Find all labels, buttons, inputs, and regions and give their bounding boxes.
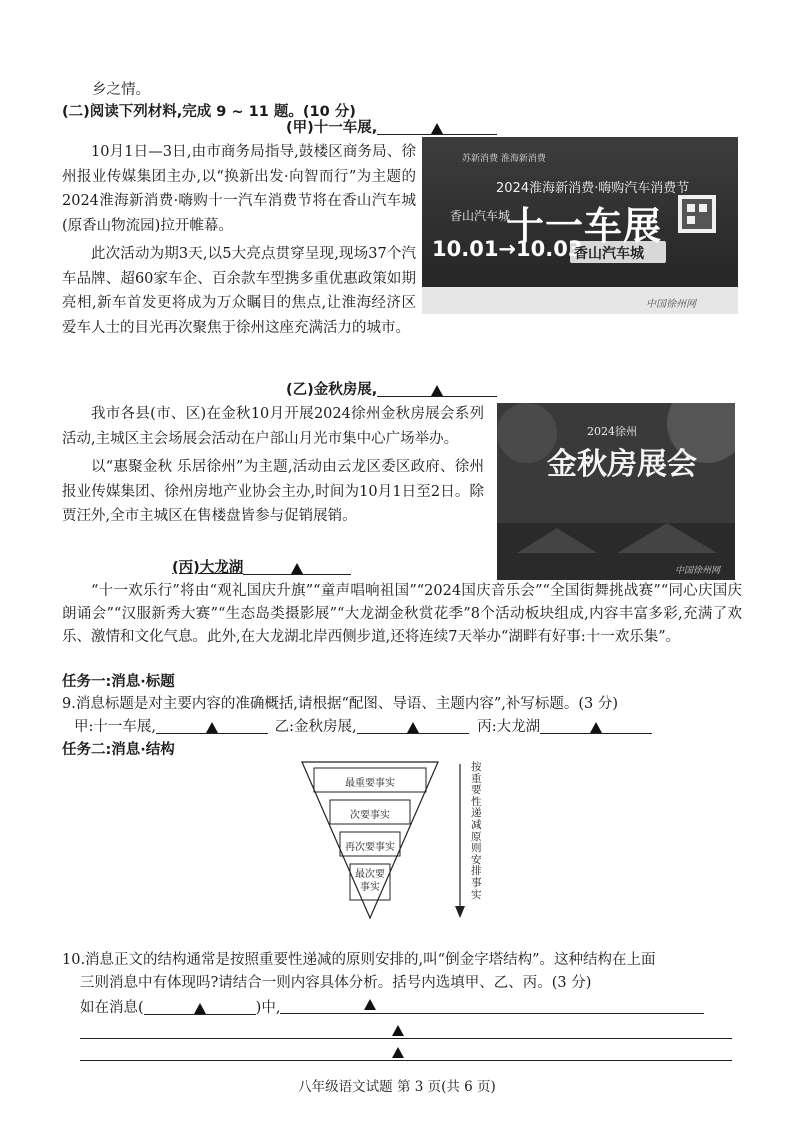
article-jia-p2: 此次活动为期3天,以5大亮点贯穿呈现,现场37个汽车品牌、超60家车企、百余款车型携多重优惠政策如期亮相,新车首发更将成为万众瞩目的焦点,让淮海经济区爱车人士的目光再次聚焦于徐州这座充满活力的城市。 [62,246,416,336]
q10-choice-blank[interactable] [144,998,256,1015]
article-jia-title: (甲)十一车展, [286,116,497,140]
answer-mark-icon [407,722,419,733]
pyramid-level-2: 次要事实 [350,810,390,821]
section-heading: (二)阅读下列材料,完成 9 ~ 11 题。(10 分) [62,104,356,120]
poster-brand: 香山汽车城 [450,209,511,223]
pyramid-level-3: 再次要事实 [345,842,395,853]
article-yi-p1: 我市各县(市、区)在金秋10月开展2024徐州金秋房展会系列活动,主城区主会场展会活动在户部山月光市集中心广场举办。 [62,406,484,447]
article-bing-blank[interactable] [243,558,351,575]
q9-bing-blank[interactable] [540,717,652,734]
article-jia-blank[interactable] [377,118,497,135]
answer-mark-icon [431,385,443,396]
question-9: 9.消息标题是对主要内容的准确概括,请根据“配图、导语、主题内容”,补写标题。(3 分) [62,696,619,712]
poster-main-title: 十一车展 [506,204,663,248]
q10-answer-blank-3[interactable] [80,1060,732,1061]
poster-venue: 香山汽车城 [574,246,644,262]
pyramid-level-1: 最重要事实 [345,778,395,789]
answer-mark-icon [291,563,303,574]
pyramid-level-4: 最次要事实 [355,869,385,893]
house-poster-small: 2024徐州 [587,425,637,438]
answer-mark-icon [364,999,376,1010]
answer-mark-icon [392,1025,404,1036]
article-yi-p2: 以“惠聚金秋 乐居徐州”为主题,活动由云龙区委区政府、徐州报业传媒集团、徐州房地产业协会主办,时间为10月1日至2日。除贾汪外,全市主城区在售楼盘皆参与促销展销。 [62,459,484,524]
answer-mark-icon [206,722,218,733]
q10-answer-line: 如在消息( )中, [80,996,704,1020]
article-yi-title: (乙)金秋房展, [286,378,497,402]
poster-watermark: 中国徐州网 [646,299,696,310]
q9-answers: 甲:十一车展, 乙:金秋房展, 丙:大龙湖 [74,715,652,739]
task1-heading: 任务一:消息·标题 [62,674,175,690]
poster-dates: 10.01→10.03 [432,237,583,261]
q10-answer-blank-2[interactable] [80,1038,732,1039]
article-yi-body [62,402,484,529]
task2-heading: 任务二:消息·结构 [62,742,175,758]
answer-mark-icon [590,722,602,733]
poster-subtitle: 2024淮海新消费·嗨购汽车消费节 [496,181,690,196]
article-jia-body [62,140,416,340]
poster-top-tags: 苏新消费 淮海新消费 [462,154,546,164]
answer-mark-icon [431,123,443,134]
article-jia-p1: 10月1日—3日,由市商务局指导,鼓楼区商务局、徐州报业传媒集团主办,以“换新出发·向智而行”为主题的2024淮海新消费·嗨购十一汽车消费节将在香山汽车城(原香山物流园)拉开帷幕。 [62,144,416,234]
house-poster-title: 金秋房展会 [547,447,697,482]
answer-mark-icon [194,1003,206,1014]
article-bing-p1: “十一欢乐行”将由“观礼国庆升旗”“童声唱响祖国”“2024国庆音乐会”“全国街舞挑战赛”“同心庆国庆朗诵会”“汉服新秀大赛”“生态岛类摄影展”“大龙湖金秋赏花季”8个活动板块组成,内容丰富多彩,充满了欢乐、激情和文化气息。此外,在大龙湖北岸西侧步道,还将连续7天举办“湖畔有好事:十一欢乐集”。 [62,583,742,645]
pyramid-arrow-label: 按重要性递减原则安排事实 [471,761,482,901]
q10-answer-blank-1[interactable] [280,997,704,1014]
article-bing-body [62,580,742,649]
answer-mark-icon [392,1047,404,1058]
q9-yi-blank[interactable] [357,717,469,734]
car-show-poster [422,137,738,314]
q9-jia-blank[interactable] [156,717,268,734]
house-poster-watermark: 中国徐州网 [675,566,721,576]
intro-tail: 乡之情。 [92,82,150,98]
house-show-poster [497,403,735,580]
article-yi-blank[interactable] [377,380,497,397]
question-10-line2: 三则消息中有体现吗?请结合一则内容具体分析。括号内选填甲、乙、丙。(3 分) [80,975,592,991]
article-bing-title: (丙)大龙湖 [172,556,351,580]
page-footer: 八年级语文试题 第 3 页(共 6 页) [298,1079,496,1095]
question-10-line1: 10.消息正文的结构通常是按照重要性递减的原则安排的,叫“倒金字塔结构”。这种结构在上面 [62,952,656,968]
inverted-pyramid-diagram [300,760,480,920]
